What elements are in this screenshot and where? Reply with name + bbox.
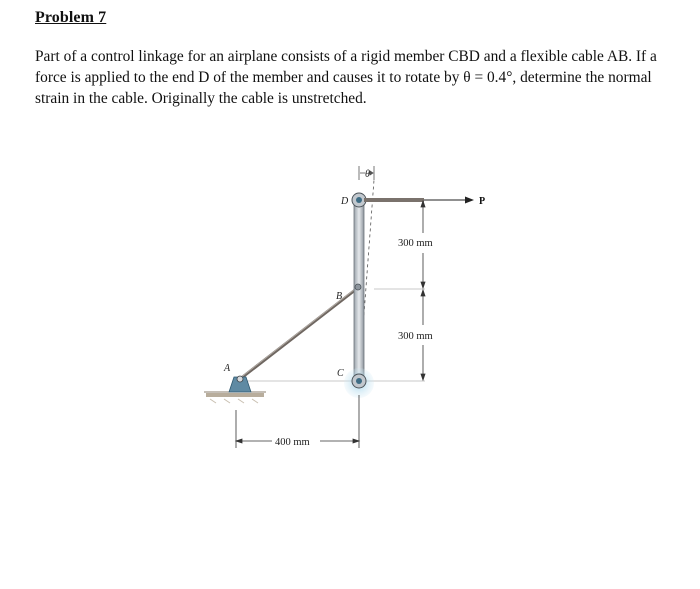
label-d: D bbox=[341, 196, 349, 207]
vertical-dimension bbox=[421, 201, 425, 380]
dimension-horizontal: 400 mm bbox=[275, 437, 310, 448]
problem-title: Problem 7 bbox=[35, 9, 107, 26]
pin-support-a bbox=[229, 376, 251, 392]
ground-support bbox=[204, 392, 266, 403]
pin-d bbox=[352, 193, 366, 207]
dimension-upper: 300 mm bbox=[398, 238, 433, 249]
force-rod bbox=[364, 197, 474, 204]
dimension-lower: 300 mm bbox=[398, 331, 433, 342]
pin-c bbox=[344, 368, 374, 398]
label-c: C bbox=[337, 368, 344, 379]
label-b: B bbox=[336, 291, 343, 302]
label-p: P bbox=[479, 196, 486, 207]
pin-b bbox=[355, 284, 361, 290]
reference-lines bbox=[240, 200, 425, 381]
label-a: A bbox=[224, 363, 231, 374]
problem-statement: Part of a control linkage for an airplane consists of a rigid member CBD and a flexible cable AB. If a force is applied to the end D of the member and causes it to rotate by θ = 0.4°, determine the normal strain in the cable. Originally the cable is unstretched. bbox=[35, 48, 657, 107]
label-theta: θ bbox=[365, 169, 370, 180]
